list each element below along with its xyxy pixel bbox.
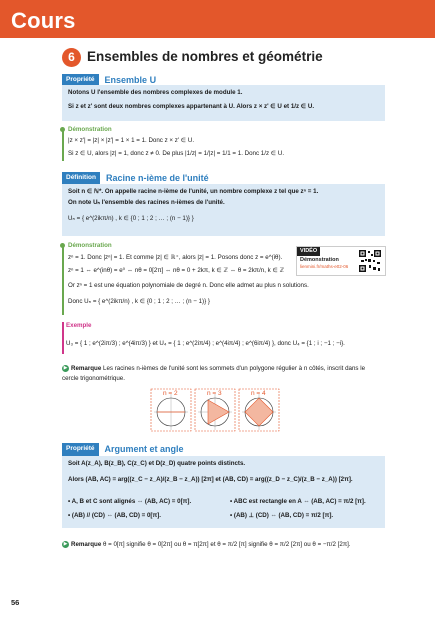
demo-line: Si z ∈ U, alors |z| = 1, donc z ≠ 0. De plus |1/z| = 1/|z| = 1/1 = 1. Donc 1/z ∈ U. (68, 150, 285, 157)
definition-heading (62, 172, 209, 185)
qr-code-icon (358, 249, 382, 273)
property-box (62, 456, 385, 528)
video-link[interactable]: lienmini.fr/maths-e02-06 (300, 264, 349, 269)
remark-icon: ▶ (63, 541, 68, 547)
property-title: Argument et angle (104, 444, 184, 455)
definition-line: Soit n ∈ ℕ*. On appelle racine n-ième de l'unité, un nombre complexe z tel que zⁿ = 1. (68, 188, 319, 195)
definition-line: On note Uₙ l'ensemble des racines n-ièmes de l'unité. (68, 199, 225, 206)
video-title: Démonstration (300, 257, 339, 263)
property-box (62, 85, 385, 121)
definition-formula: Uₙ = { e^(2ikπ/n) , k ∈ {0 ; 1 ; 2 ; … ; (n − 1)} } (68, 215, 194, 222)
circle-label-n2: n = 2 (163, 390, 178, 397)
property-heading (62, 443, 184, 456)
demo-line: zⁿ = 1 ⇔ e^(inθ) = e⁰ ⇔ nθ = 0[2π] ⇔ nθ = 0 + 2kπ, k ∈ ℤ ⇔ θ = 2kπ/n, k ∈ ℤ (68, 267, 285, 274)
example-line: U₃ = { 1 ; e^(2iπ/3) ; e^(4iπ/3) } et U₄ = { 1 ; e^(2iπ/4) ; e^(4iπ/4) ; e^(6iπ/4) }, donc U₄ = {1 ; i ; −1 ; −i}. (66, 340, 345, 347)
property-tag: Propriété (62, 74, 99, 87)
property-line: Si z et z' sont deux nombres complexes appartenant à U. Alors z × z' ∈ U et 1/z ∈ U. (68, 103, 315, 110)
demo-line: zⁿ = 1. Donc |zⁿ| = 1. Et comme |z| ∈ ℝ⁺, alors |z| = 1. Posons donc z = e^(iθ). (68, 254, 283, 261)
page-number: 56 (11, 598, 20, 607)
demo-line: Or zⁿ = 1 est une équation polynomiale de degré n. Donc elle admet au plus n solutions. (68, 282, 309, 289)
header-title: Cours (11, 8, 76, 33)
example-bar (62, 322, 64, 354)
demo-line: Donc Uₙ = { e^(2ikπ/n) , k ∈ {0 ; 1 ; 2 ; … ; (n − 1)} } (68, 298, 210, 305)
demo-bar (62, 247, 64, 315)
remark (62, 365, 365, 374)
circle-label-n4: n = 4 (251, 390, 266, 397)
demo-label: Démonstration (68, 242, 112, 249)
property-bullet: • (AB) // (CD) ⇔ (AB, CD) = 0[π]. (68, 512, 162, 519)
remark-text: Les racines n-ièmes de l'unité sont les sommets d'un polygone régulier à n côtés, inscrit dans le (103, 365, 366, 373)
property-bullet: • (AB) ⊥ (CD) ⇔ (AB, CD) = π/2 [π]. (230, 512, 334, 519)
remark (62, 541, 351, 550)
section-number: 6 (62, 48, 81, 67)
definition-box (62, 184, 385, 236)
video-tag: VIDÉO (297, 247, 320, 256)
property-bullet: • ABC est rectangle en A ⇔ (AB, AC) = π/2 [π]. (230, 498, 366, 505)
remark-label: Remarque (71, 365, 102, 373)
section-title: Ensembles de nombres et géométrie (87, 49, 323, 65)
demo-line: |z × z'| = |z| × |z'| = 1 × 1 = 1. Donc z × z' ∈ U. (68, 137, 195, 144)
demo-bar (62, 131, 64, 161)
remark-text: θ = 0[π] signifie θ = 0[2π] ou θ = π[2π] et θ = π/2 [π] signifie θ = π/2 [2π] ou θ = −π/2 [2π]. (103, 541, 351, 549)
section-heading (62, 48, 323, 67)
definition-title: Racine n-ième de l'unité (105, 173, 209, 184)
demo-label: Démonstration (68, 126, 112, 133)
chapter-header (0, 0, 435, 38)
property-line: Soit A(z_A), B(z_B), C(z_C) et D(z_D) quatre points distincts. (68, 460, 246, 467)
property-line: Notons U l'ensemble des nombres complexes de module 1. (68, 89, 243, 96)
remark-label: Remarque (71, 541, 102, 549)
definition-tag: Définition (62, 172, 100, 185)
remark-icon: ▶ (63, 365, 68, 371)
example-label: Exemple (66, 322, 92, 329)
remark-text: cercle trigonométrique. (62, 375, 125, 382)
property-tag: Propriété (62, 443, 99, 456)
circle-label-n3: n = 3 (207, 390, 222, 397)
video-card[interactable] (296, 246, 386, 276)
property-line: Alors (AB, AC) = arg((z_C − z_A)/(z_B − z_A)) [2π] et (AB, CD) = arg((z_D − z_C)/(z_B − z_A)) [2π]. (68, 476, 353, 483)
property-bullet: • A, B et C sont alignés ⇔ (AB, AC) = 0[π]. (68, 498, 192, 505)
property-title: Ensemble U (104, 75, 157, 86)
